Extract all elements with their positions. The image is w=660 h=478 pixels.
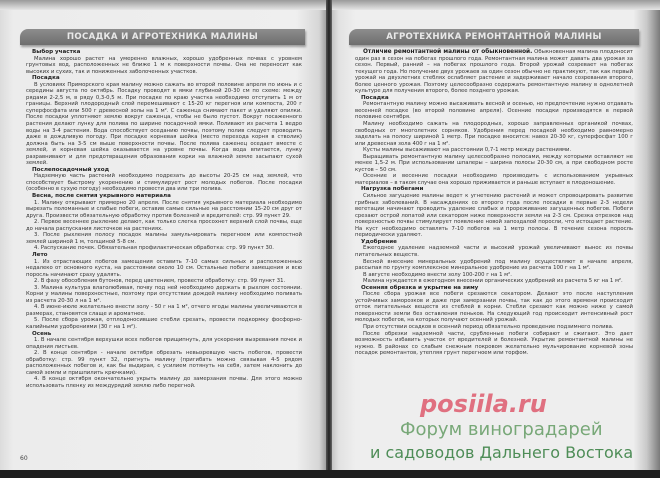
right-page-header: АГРОТЕХНИКА РЕМОНТАНТНОЙ МАЛИНЫ bbox=[349, 29, 639, 45]
section-heading: Осень bbox=[32, 330, 52, 337]
paragraph: 5. После сбора урожая, отплодоносившие стебли срезать, провести подкормку фосфорно-калийными удобрениями (30 г на 1 м²). bbox=[26, 317, 302, 330]
paragraph: 2. В конце сентября - начале октября обрезать невызревшую часть побегов, провести обработку: стр. 99 пункт 32, пригнуть малину (пригибать можно связывая 4-5 рядом расположенных побегов и, как бы выдирая, с усилием потянуть на себя, затем наклонить до самой земли и пришпилить крючками). bbox=[26, 350, 302, 376]
right-page-body bbox=[355, 49, 633, 357]
paragraph: 4. Распускание почек. Обязательная профилактическая обработка: стр. 99 пункт 30. bbox=[34, 245, 274, 252]
paragraph: 4. В июне-июле желательно внести золу - 50 г на 1 м², отчего ягоды малины увеличиваются в размерах, становятся слаще и ароматнее. bbox=[26, 304, 302, 317]
paragraph: 1. Малину открывают примерно 20 апреля. После снятия укрывного материала необходимо вырезать поломанные и слабые побеги, оставив самые сильные на расстоянии 15-20 см друг от друга. Произвести обязательную обработку против болезней и вредителей: стр. 99 пункт 29. bbox=[26, 199, 302, 219]
paragraph: Малина хорошо растет на умеренно влажных, хорошо удобренных почвах с уровнем грунтовых вод, расположенных не ближе 1 м к поверхности почвы. Она не переносит как высоких и сухих, так и пониженных заболоченных участков. bbox=[26, 55, 302, 75]
section-heading: Лето bbox=[32, 251, 48, 258]
section-heading: Послепосадочный уход bbox=[32, 166, 110, 173]
section-heading: Нагрузка побегами bbox=[361, 186, 424, 193]
left-page-body bbox=[26, 49, 302, 389]
paragraph: 3. Малина культура влаголюбивая, почву под ней необходимо держать в рыхлом состоянии. Корни у малины поверхностные, поэтому при отсутствии дождей малину необходимо поливать из расчета 20-30 л на 1 м². bbox=[26, 284, 302, 304]
paragraph: Ежегодное удаление надземной части и высокий урожай увеличивают вынос из почвы питательных веществ. bbox=[355, 245, 633, 258]
paragraph: В августе необходимо внести золу 100-200 г на 1 м². bbox=[363, 271, 512, 278]
paragraph: 1. Из отрастающих побегов замещения оставить 7-10 самых сильных и расположенных недалеко от основного куста, на расстоянии около 10 см. Остальные побеги замещения и всю поросль начинают сразу удалять. bbox=[26, 258, 302, 278]
section-heading: Выбор участка bbox=[32, 49, 81, 55]
paragraph: 4. В конце октября окончательно укрыть малину до замерзания почвы. Для этого можно использовать пленку из междурядий землю либо перегной. bbox=[26, 376, 302, 389]
paragraph: Сильное загущение малины ведет к угнетению растений и может спровоцировать развитие грибных заболеваний. В насаждениях со второго года после посадки в первые 2-3 недели вегетации начинают проводить удаление слабых и прореживание загущенных побегов. Побеги срезают острой лопатой или секатором ниже поверхности земли на 2-3 см. Срезка отрезков над поверхностью почвы стимулирует появление новой запоздалой поросли, что истощает растение. На куст необходимо оставлять 7-10 побегов на 1 метр полосы. В течение сезона поросль периодически удаляют. bbox=[355, 193, 633, 239]
page-number: 60 bbox=[20, 455, 28, 462]
paragraph: Ремонтантную малину можно высаживать весной и осенью, но предпочтение нужно отдавать весенней посадке (во второй половине апреля). Осенние посадки производятся в первой половине сентября. bbox=[355, 101, 633, 121]
watermark-line1: Форум виноградарей bbox=[400, 419, 603, 440]
left-page bbox=[0, 0, 329, 470]
paragraph: При отсутствии осадков в осенний период обязательно проведение подзимнего полива. bbox=[363, 323, 614, 330]
scan-bottom-edge bbox=[0, 470, 660, 478]
paragraph: 1. В начале сентября верхушки всех побегов прищипнуть, для ускорения вызревания почек и опадения листьев. bbox=[26, 337, 302, 350]
left-page-header: ПОСАДКА И АГРОТЕХНИКА МАЛИНЫ bbox=[20, 29, 305, 45]
page-top-shadow bbox=[0, 0, 329, 10]
paragraph: В условиях Приморского края малину можно сажать во второй половине апреля по июнь и с середины августа по октябрь. Посадку проводят в ямки глубиной 20-30 см по схеме: между рядами 2-2,5 м, в ряду 0,3-0,5 м. При посадке по краю участка необходимо отступить 1 м от границы. Верхний плодородный слой перемешивают с 15-20 кг перегноя или компоста, 200 г суперфосфата или 500 г древесной золы на 1 м². С саженца снимают пакет и удаляют опилки. После посадки уплотняют землю вокруг саженца, чтобы не было пустот. Вокруг посаженного растения делают лунку для полива по ширине посадочной ямки. Поливают из расчета 1 ведро воды на 3-4 растения. Вода способствует оседанию почвы, поэтому полив следует проводить даже в дождливую погоду. При посадке корневая шейка (место перехода корня в стволик) должна быть на 3-5 см выше поверхности почвы. После полива саженец оседает вместе с землей, и корневая шейка оказывается на уровне почвы. Когда вода впитается, лунку разравнивают и для предотвращения образования корки на влажной земле засыпают сухой землей. bbox=[26, 81, 302, 167]
paragraph: Осенние и весенние посадки необходимо производить с использованием укрывных материалов – в таком случае она хорошо приживается и раньше вступает в плодоношение. bbox=[355, 173, 633, 186]
intro-paragraph bbox=[355, 49, 633, 95]
page-top-shadow bbox=[329, 0, 660, 10]
paragraph: Малина нуждается в ежегодном внесении органических удобрений из расчета 5 кг на 1 м². bbox=[363, 278, 623, 285]
watermark-line2: и садоводов Дальнего Востока bbox=[370, 443, 634, 462]
paragraph: 2. Первое весеннее рыхление делают, как только слегка просохнет верхний слой почвы, еще до начала распускания листочков на растениях. bbox=[26, 219, 302, 232]
paragraph: 3. После рыхления полосу посадок малины замульчировать перегноем или компостной землей шириной 1 м, толщиной 5-8 см. bbox=[26, 232, 302, 245]
paragraph: 2. В фазу обособления бутонов, перед цветением, провести обработку: стр. 99 пункт 31. bbox=[34, 278, 286, 285]
section-heading: Посадка bbox=[361, 94, 389, 101]
intro-bold: Отличие ремонтантной малины от обыкновенной. bbox=[363, 49, 533, 55]
section-heading: Посадка bbox=[32, 75, 60, 82]
section-heading: Весна, после снятия укрывного материала bbox=[32, 193, 171, 200]
paragraph: Малину необходимо сажать на плодородных, хорошо заправленных органикой почвах, свободных от многолетних сорняков. Удобрения перед посадкой необходимо равномерно заделать на полосу шириной 1 метр. При посадке вносится: навоз 20-30 кг, суперфосфат 100 г или древесная зола 400 г на 1 м². bbox=[355, 121, 633, 147]
paragraph: Надземную часть растений необходимо подрезать до высоты 20-25 см над землей, что способствует быстрому укоренению и стимулирует рост молодых побегов. После посадки (особенно в сухую погоду) необходимо провести два или три полива. bbox=[26, 173, 302, 193]
book-spine bbox=[326, 0, 332, 470]
paragraph: Кусты малины высаживают на расстоянии 0,7-1 метр между растениями. bbox=[363, 147, 572, 154]
paragraph: Весной внесение минеральных удобрений под малину осуществляют в начале апреля, рассыпая по грунту комплексное минеральное удобрение из расчета 100 г на 1 м². bbox=[355, 258, 633, 272]
paragraph: Выращивать ремонтантную малину целесообразно полосами, между которыми оставляют не менее 1,5-2 м. При использовании шпалеры – ширина полосы 20-30 см, а при свободном росте кустов – 50 см. bbox=[355, 153, 633, 173]
section-heading: Удобрение bbox=[361, 238, 397, 245]
watermark-site: posiila.ru bbox=[420, 390, 547, 418]
paragraph: После сбора урожая все побеги срезаются секатором. Делают это после наступления устойчивых заморозков и даже при замерзании почвы, так как до этого времени происходит отток питательных веществ из стеблей в корни. Стебли срезают как можно ниже у самой поверхности земли без оставления пеньков. На следующий год происходит интенсивный рост молодых побегов, на которых получают осенний урожай. bbox=[355, 291, 633, 324]
paragraph: После обрезки надземной части, срубленные побеги собирают и сжигают. Это дает возможность избавить участок от вредителей и болезней. Укрытие ремонтантной малины не нужно. В районах со слабым снежным покровом желательно мульчирование корневой зоны посадок ремонтантов, утепляя грунт перегноем или торфом. bbox=[355, 330, 633, 357]
intro-text: Обыкновенная малина плодоносит один раз в сезон на побегах прошлого года. Ремонтантная малина может давать два урожая за сезон. Первый, ранний – на побегах прошлого года. Второй урожай созревает на побегах текущего года. Но получение двух урожаев за один сезон обычно не практикуют, так как первый урожай на двухлетних стеблях ослабляет растение и задерживает начало созревания второго, более ценного урожая. Поэтому целесообразно содержать ремонтантную малину в однолетней культуре для получения второго, более позднего урожая. bbox=[355, 49, 633, 95]
section-heading: Осенняя обрезка и укрытие на зиму bbox=[361, 284, 479, 291]
